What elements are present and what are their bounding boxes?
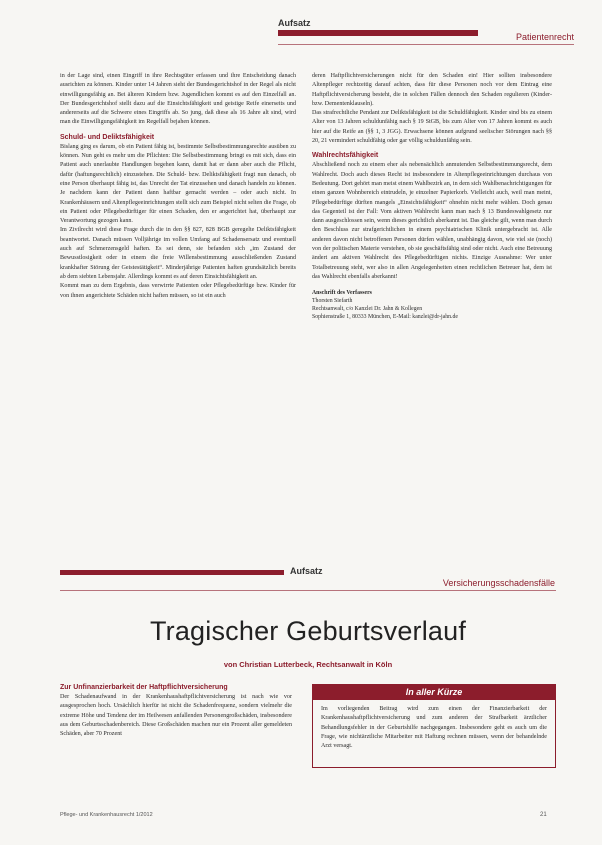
left-column bbox=[60, 72, 296, 301]
author-name: Thorsten Siefarth bbox=[312, 298, 353, 305]
footer-source: Pflege- und Krankenhausrecht 1/2012 bbox=[60, 812, 153, 818]
author-title: Rechtsanwalt, c/o Kanzlei Dr. Jahn & Kollegen bbox=[312, 306, 423, 313]
article-category: Versicherungsschadensfälle bbox=[442, 578, 555, 588]
article-header-divider bbox=[60, 590, 556, 591]
author-block bbox=[312, 289, 552, 321]
summary-box bbox=[312, 684, 556, 768]
article-column bbox=[60, 684, 292, 739]
summary-box-title: In aller Kürze bbox=[312, 684, 556, 700]
section-heading: Zur Unfinanzierbarkeit der Haftpflichtversicherung bbox=[60, 684, 228, 691]
right-column bbox=[312, 72, 552, 321]
author-address: Sophienstraße 1, 80333 München, E-Mail: kanzlei@dr-jahn.de bbox=[312, 314, 458, 321]
article-section-label: Aufsatz bbox=[290, 566, 323, 576]
paragraph: Der Schadenaufwand in der Krankenhaushaftpflichtversicherung ist nach wie vor ausgesprochen hoch. Ursächlich hierfür ist nicht die Schadenfrequenz, sondern vielmehr die extreme Höhe und Tendenz der im Heilwesen anfallenden Personengroßschäden, insbesondere aus dem Geburtsschadenbereich. Diese Großschäden machen nur ein Prozent aller gemeldeten Schäden, aber 70 Prozent bbox=[60, 694, 292, 738]
author-label: Anschrift des Verfassers bbox=[312, 290, 372, 297]
header-category: Patientenrecht bbox=[482, 30, 574, 44]
article-header-rule bbox=[60, 570, 284, 575]
summary-box-text: Im vorliegenden Beitrag wird zum einen der Finanzierbarkeit der Krankenhaushaftpflichtversicherung und zum anderen der Strafbarkeit ärztlicher Behandlungsfehler in der Geburtshilfe nachgegangen. Insbesondere geht es auch um die Frage, wie nichtärztliche Mitarbeiter mit Haftung rechnen müssen, wenn der behandelnde Arzt versagt. bbox=[312, 700, 556, 768]
article-byline: von Christian Lutterbeck, Rechtsanwalt in Köln bbox=[223, 660, 393, 669]
header-divider bbox=[278, 44, 574, 45]
section-heading: Schuld- und Deliktsfähigkeit bbox=[60, 133, 155, 141]
paragraph: Bislang ging es darum, ob ein Patient fähig ist, bestimmte Selbstbestimmungsrechte ausüben zu können. Nun geht es mehr um die Pflichten: Die Selbstbestimmung bringt es mit sich, dass ein Patient auch unerlaubte Handlungen begehen kann, damit hat er dann aber auch die Pflicht, dafür (haftungsrechtlich) einzustehen. Die Schuld- bzw. Deliktsfähigkeit fragt nun danach, ob eine Person überhaupt fähig ist, das Unrecht der Tat einzusehen und danach handeln zu können. Je nachdem kann der Patient dann haftbar gemacht werden – oder auch nicht. In Krankenhäusern und Altenpflegeeinrichtungen stellt sich zum Beispiel nicht selten die Frage, ob ein Patient oder Pflegebedürftiger für einen Schaden, den er angerichtet hat, überhaupt zur Verantwortung gezogen kann. bbox=[60, 143, 296, 225]
page-number: 21 bbox=[540, 812, 547, 818]
paragraph: Abschließend noch zu einem eher als nebensächlich anmutenden Selbstbestimmungsrecht, dem Wahlrecht. Doch auch dieses Recht ist insbesondere in Altenpflegeeinrichtungen durchaus von Bedeutung. Dort gehört man meist einem Wahlbezirk an, in dem sich Wahlbenachrichtigungen für einen ganzen Wohnbereich eintrudeln, je einzelner Papierkorb. Vielleicht auch, weil man meint, Pflegebedürftige dürften mangels „Einsichtsfähigkeit“ ohnehin nicht mehr wählen. Doch genau das Gegenteil ist der Fall: Vom aktiven Wahlrecht kann man nach § 13 Bundeswahlgesetz nur dann ausgeschlossen sein, wenn dieses gerichtlich aberkannt ist. Das gleiche gilt, wenn man durch den Beschluss zur strafgerichtlichen in einem psychiatrischen Klinik untergebracht ist. Alle anderen davon nicht betroffenen Personen dürfen wählen, unabhängig davon, wie viel sie (noch) von der politischen Materie verstehen, ob sie geschäftsfähig sind oder nicht. Auch eine Betreuung ändert am aktiven Wahlrecht des Pflegebedürftigen nichts. Einzige Ausnahme: Wer unter Totalbetreuung steht, wer also in allen Angelegenheiten einen rechtlichen Betreuer hat, dem ist das Wahlrecht ebenfalls aberkannt! bbox=[312, 162, 552, 280]
article-title: Tragischer Geburtsverlauf bbox=[149, 616, 467, 646]
paragraph: Im Zivilrecht wird diese Frage durch die in den §§ 827, 828 BGB geregelte Deliktsfähigkeit beantwortet. Danach müssen Volljährige im vollen Umfang auf Schadensersatz und eventuell auch auf Schmerzensgeld haften. Es sei denn, sie befanden sich „im Zustand der Bewusstlosigkeit oder in einem die freie Willensbestimmung ausschließenden Zustand krankhafter Störung der Geistestätigkeit“. Minderjährige Patienten haften grundsätzlich bereits ab dem siebten Lebensjahr. Allerdings kommt es auf deren Einsichtsfähigkeit an. bbox=[60, 227, 296, 280]
paragraph: Kommt man zu dem Ergebnis, dass verwirrte Patienten oder Pflegebedürftige bzw. Kinder für von ihnen angerichtete Schäden nicht haften müssen, so ist ein auch bbox=[60, 283, 296, 299]
paragraph: Das strafrechtliche Pendant zur Deliktsfähigkeit ist die Schuldfähigkeit. Kinder sind bis zu einem Alter von 13 Jahren schuldunfähig nach § 19 StGB, bis zum Alter von 17 Jahren kommt es auch hier auf die Reife an (§§ 1, 3 JGG). Erwachsene können aufgrund seelischer Störungen nach §§ 20, 21 vermindert schuldfähig oder gar völlig schuldunfähig sein. bbox=[312, 110, 552, 145]
paragraph: deren Haftpflichtversicherungen nicht für den Schaden ein! Hier sollten insbesondere Altenpfleger rechtzeitig darauf achten, dass für diese Personen noch vor dem Eintrag eine Haftpflichtversicherung besteht, die in solchen Fällen dennoch den Schaden regulieren (Kinder- bzw. Dementenklauseln). bbox=[312, 73, 552, 107]
paragraph: in der Lage sind, einen Eingriff in ihre Rechtsgüter erfassen und ihre Entscheidung danach ausrichten zu können. Kinder unter 14 Jahren sieht der Bundesgerichtshof in der Regel als nicht einwilligungsfähig an. Bei älteren Kindern bzw. Jugendlichen kommt es auf den Einzelfall an. Der Bundesgerichtshof stellt dazu auf die Einsichtsfähigkeit und geistige Reife einerseits und andererseits auf die Schwere eines Eingriffs ab. So jung, daß diese als 16 Jahre alt sind, wird man die Einwilligungsfähigkeit im Regelfall bejahen können. bbox=[60, 73, 296, 126]
header-rule bbox=[278, 30, 478, 36]
header-section-label: Aufsatz bbox=[278, 18, 311, 28]
section-heading: Wahlrechtsfähigkeit bbox=[312, 152, 379, 160]
